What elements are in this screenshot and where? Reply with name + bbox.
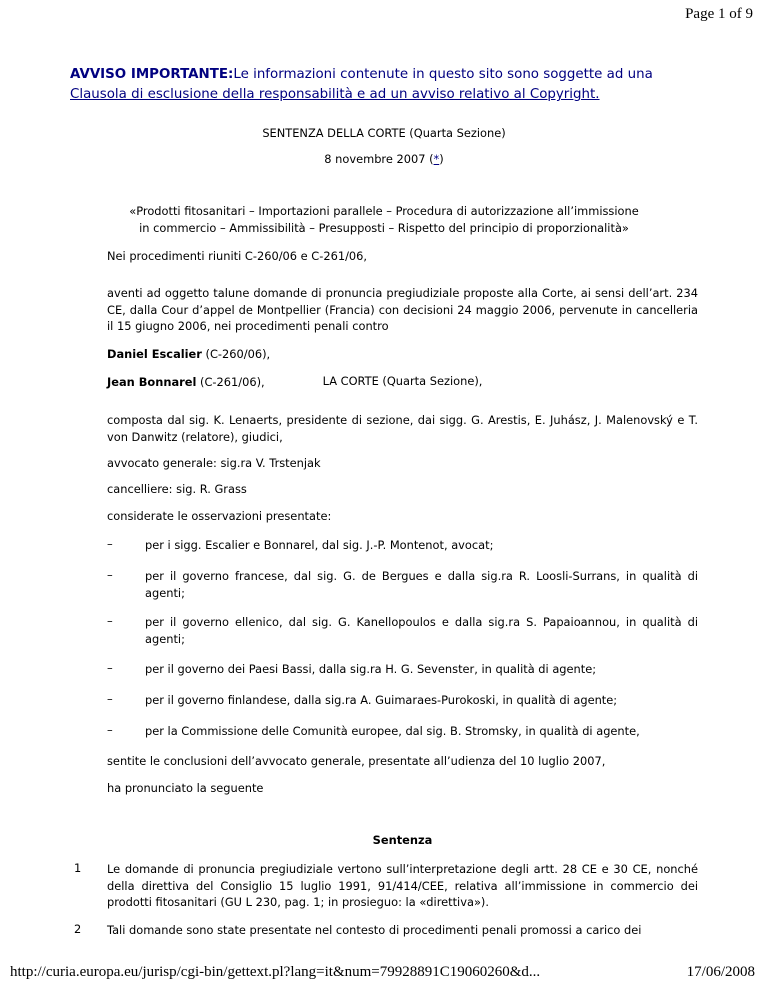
- list-dash: –: [107, 537, 113, 551]
- list-item: per il governo finlandese, dalla sig.ra A. Guimaraes-Purokoski, in qualità di agente;: [145, 693, 618, 707]
- party-1-name: Daniel Escalier: [107, 347, 202, 361]
- list-dash: –: [107, 661, 113, 675]
- cancelliere: cancelliere: sig. R. Grass: [107, 482, 247, 496]
- notice-label: AVVISO IMPORTANTE:: [70, 67, 234, 82]
- paragraph-text: Le domande di pronuncia pregiudiziale vertono sull’interpretazione degli artt. 28 CE e 30 CE, nonché della direttiva del Consiglio 15 luglio 1991, 91/414/CEE, relativa all’immissione in commercio dei prodotti fitosanitari (GU L 230, pag. 1; in prosieguo: la «direttiva»).: [107, 862, 698, 909]
- notice-text: Le informazioni contenute in questo sito sono soggette ad una: [233, 67, 653, 82]
- page-footer-url: http://curia.europa.eu/jurisp/cgi-bin/gettext.pl?lang=it&num=79928891C19060260&d...: [10, 964, 541, 980]
- list-dash: –: [107, 568, 113, 582]
- judgment-date: [70, 152, 698, 166]
- list-item: per il governo francese, dal sig. G. de Bergues e dalla sig.ra R. Loosli-Surrans, in qualità di agenti;: [145, 569, 698, 600]
- judgment-title: SENTENZA DELLA CORTE (Quarta Sezione): [262, 126, 506, 140]
- list-dash: –: [107, 723, 113, 737]
- list-item: per il governo ellenico, dal sig. G. Kanellopoulos e dalla sig.ra S. Papaioannou, in qualità di agenti;: [145, 615, 698, 646]
- party-2-name: Jean Bonnarel: [107, 375, 197, 389]
- ha-pronunciato-text: ha pronunciato la seguente: [107, 781, 264, 795]
- composta-text: composta dal sig. K. Lenaerts, presidente di sezione, dai sigg. G. Arestis, E. Juhász, J. Malenovský e T. von Danwitz (relatore), giudici,: [107, 413, 698, 444]
- list-dash: –: [107, 692, 113, 706]
- sentenza-heading: Sentenza: [372, 833, 433, 847]
- procedimenti-text: Nei procedimenti riuniti C-260/06 e C-261/06,: [107, 249, 368, 263]
- paragraph-text: Tali domande sono state presentate nel contesto di procedimenti penali promossi a carico dei: [107, 923, 642, 937]
- considerate-text: considerate le osservazioni presentate:: [107, 509, 332, 523]
- party-1: [107, 346, 698, 363]
- aventi-text: aventi ad oggetto talune domande di pronuncia pregiudiziale proposte alla Corte, ai sensi dell’art. 234 CE, dalla Cour d’appel de Montpellier (Francia) con decisioni 24 maggio 2006, pervenute in cancelleria il 15 giugno 2006, nei procedimenti penali contro: [107, 286, 698, 333]
- party-1-case: (C-260/06),: [201, 347, 271, 361]
- sentite-text: sentite le conclusioni dell’avvocato generale, presentate all’udienza del 10 luglio 2007,: [107, 754, 606, 768]
- footnote-star-link[interactable]: *: [433, 152, 440, 166]
- list-item: per il governo dei Paesi Bassi, dalla sig.ra H. G. Sevenster, in qualità di agente;: [145, 662, 597, 676]
- important-notice: [70, 65, 698, 105]
- page-footer-date: 17/06/2008: [686, 964, 755, 980]
- judgment-date-close: ): [439, 152, 444, 166]
- paragraph-number: 2: [74, 922, 82, 936]
- list-dash: –: [107, 614, 113, 628]
- la-corte-heading: LA CORTE (Quarta Sezione),: [322, 374, 483, 388]
- keywords: «Prodotti fitosanitari – Importazioni parallele – Procedura di autorizzazione all’immissione in commercio – Ammissibilità – Presupposti – Rispetto del principio di proporzionalità»: [129, 204, 639, 235]
- party-2-case: (C-261/06),: [196, 375, 265, 389]
- list-item: per i sigg. Escalier e Bonnarel, dal sig. J.-P. Montenot, avocat;: [145, 538, 494, 552]
- disclaimer-link[interactable]: Clausola di esclusione della responsabilità e ad un avviso relativo al Copyright.: [70, 87, 600, 102]
- page-header: Page 1 of 9: [685, 6, 753, 22]
- avvocato-generale: avvocato generale: sig.ra V. Trstenjak: [107, 456, 321, 470]
- list-item: per la Commissione delle Comunità europee, dal sig. B. Stromsky, in qualità di agente,: [145, 724, 640, 738]
- judgment-date-text: 8 novembre 2007 (: [324, 152, 434, 166]
- paragraph-number: 1: [74, 861, 82, 875]
